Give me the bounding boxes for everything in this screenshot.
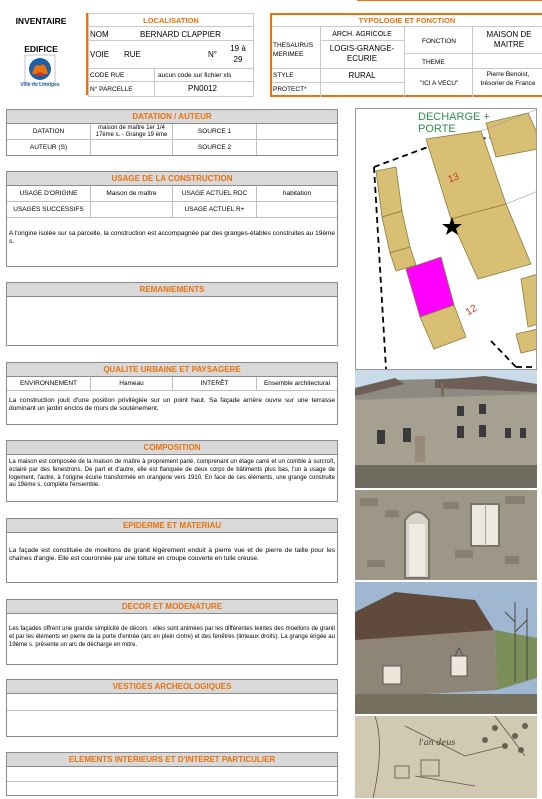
nom-value: BERNARD CLAPPIER <box>140 30 221 39</box>
style-label: STYLE <box>273 72 294 79</box>
source1-label: SOURCE 1 <box>173 124 257 139</box>
interet-value: Ensemble architectural <box>263 379 331 387</box>
section-usage <box>6 171 338 267</box>
qualite-text: La construction jouit d'une position privilégiée sur un point haut. Sa façade arrière ouvre sur une terrasse dominant un jardin enclos de murs de soutènement. <box>9 397 335 413</box>
section-decor <box>6 599 338 665</box>
fonction-value: MAISON DE MAITRE <box>486 30 532 49</box>
map-number-13: 13 <box>446 171 461 186</box>
logo-text: Ville de Limoges <box>20 82 60 88</box>
source2-label: SOURCE 2 <box>173 140 257 155</box>
section-qualite <box>6 362 338 425</box>
section-remaniements <box>6 282 338 346</box>
interet-label: INTERÊT <box>173 377 257 390</box>
decor-text: Les façades offrent une grande simplicité de décors : elles sont animées par les différentes teintes des moellons de granit et par les éléments en pierre de la porte d'entrée (arc en plein cintre) et des fenêtres (linteaux droits). La grange érigée au 19ème s. présente un arc de décharge en mitre. <box>9 626 335 648</box>
vestiges-title: VESTIGES ARCHEOLOGIQUES <box>7 680 337 694</box>
datation-label: DATATION <box>7 124 91 139</box>
inventaire-title: INVENTAIRE <box>15 16 67 26</box>
ici-label: "ICI A VECU" <box>420 80 459 87</box>
photo-door <box>355 490 537 580</box>
usage-successifs-label: USAGES SUCCESSIFS <box>7 202 91 217</box>
ici-value: Pierre Benoist, trésorier de France <box>480 71 536 87</box>
source1-value <box>257 124 337 139</box>
usage-successifs-value <box>91 202 173 217</box>
environnement-value: Hameau <box>91 377 173 390</box>
composition-text: La maison est composée de la maison de maître à proprement parlé, comprenant un étage carré et un comble à surcroît, éclairé par des fenestrons. De part et d'autre, elle est flanquée de deux corps de bâtiments plus bas, l'un à usage de logement, l'autre, à l'origine écurie transformée en orangerie vers 1910. En face de ces éléments, une grange construite au 19ème s. complète l'ensemble. <box>9 459 335 489</box>
code-rue-value: aucun code sur fichier xls <box>158 72 232 79</box>
map-number-12: 12 <box>463 302 480 319</box>
top-accent <box>357 0 542 1</box>
remaniements-title: REMANIEMENTS <box>7 283 337 297</box>
nom-label: NOM <box>90 30 109 39</box>
parcelle-label: N° PARCELLE <box>90 86 133 93</box>
datation-title: DATATION / AUTEUR <box>7 110 337 124</box>
edifice-title: EDIFICE <box>24 44 58 54</box>
localisation-title: LOCALISATION <box>88 14 254 27</box>
section-vestiges <box>6 679 338 737</box>
usage-rdc-label: USAGE ACTUEL RDC <box>173 186 257 201</box>
protect-label: PROTECT* <box>273 86 307 93</box>
source2-value <box>257 140 337 155</box>
thesaurus-top: ARCH. AGRICOLE <box>332 31 392 38</box>
fonction-label: FONCTION <box>422 38 456 45</box>
datation-value: maison de maître 1er 1/4 17ème s. - Grange 19 ème <box>91 124 173 139</box>
cadastre-map <box>355 108 537 370</box>
theme-label: THEME <box>422 59 445 66</box>
auteur-value <box>91 140 173 155</box>
section-elements <box>6 752 338 796</box>
photo-facade-row <box>355 370 537 488</box>
parcelle-value: PN0012 <box>188 84 217 93</box>
usage-rdc-value: habitation <box>282 189 312 197</box>
map-label-line2: PORTE <box>418 123 456 135</box>
usage-text: A l'origine isolée sur sa parcelle, la construction est accompagnée par des granges-étables construites au 19ème s. <box>9 230 335 246</box>
numero-value: 19 à 29 <box>230 44 246 64</box>
section-epiderme <box>6 518 338 583</box>
composition-title: COMPOSITION <box>7 441 337 455</box>
code-rue-label: CODE RUE <box>90 72 125 79</box>
auteur-label: AUTEUR (S) <box>7 140 91 155</box>
epiderme-text: La façade est constituée de moellons de granit légèrement enduit à pierre vue et de pierre de taille pour les chaînes d'angle. Elle est couronnée par une toiture en croupe couverte en tuile creuse. <box>9 547 335 563</box>
numero-label: N° <box>208 50 217 59</box>
map-label-line1: DECHARGE + <box>418 111 490 123</box>
epiderme-title: EPIDERME ET MATERIAU <box>7 519 337 533</box>
decor-title: DECOR ET MODENATURE <box>7 600 337 614</box>
usage-title: USAGE DE LA CONSTRUCTION <box>7 172 337 186</box>
usage-rplus-value <box>257 202 337 217</box>
section-composition <box>6 440 338 502</box>
qualite-title: QUALITE URBAINE ET PAYSAGERE <box>7 363 337 377</box>
thesaurus-value: LOGIS-GRANGE-ECURIE <box>329 44 395 63</box>
section-datation <box>6 109 338 156</box>
photo-grange <box>355 582 537 714</box>
usage-rplus-label: USAGE ACTUEL R+ <box>173 202 257 217</box>
old-map-caption: l'an deus <box>419 738 456 747</box>
thesaurus-label: THESAURUS MERIMEE <box>273 42 314 58</box>
elements-title: ELEMENTS INTERIEURS ET D'INTERET PARTICULIER <box>7 753 337 767</box>
usage-origine-value: Maison de maître <box>91 186 173 201</box>
environnement-label: ENVIRONNEMENT <box>7 377 91 390</box>
usage-origine-label: USAGE D'ORIGINE <box>7 186 91 201</box>
old-map <box>355 716 537 798</box>
voie-label: VOIE <box>90 50 110 59</box>
style-value: RURAL <box>348 71 376 80</box>
typologie-title: TYPOLOGIE ET FONCTION <box>272 14 542 27</box>
voie-type: RUE <box>124 50 141 59</box>
limoges-logo <box>20 54 60 94</box>
